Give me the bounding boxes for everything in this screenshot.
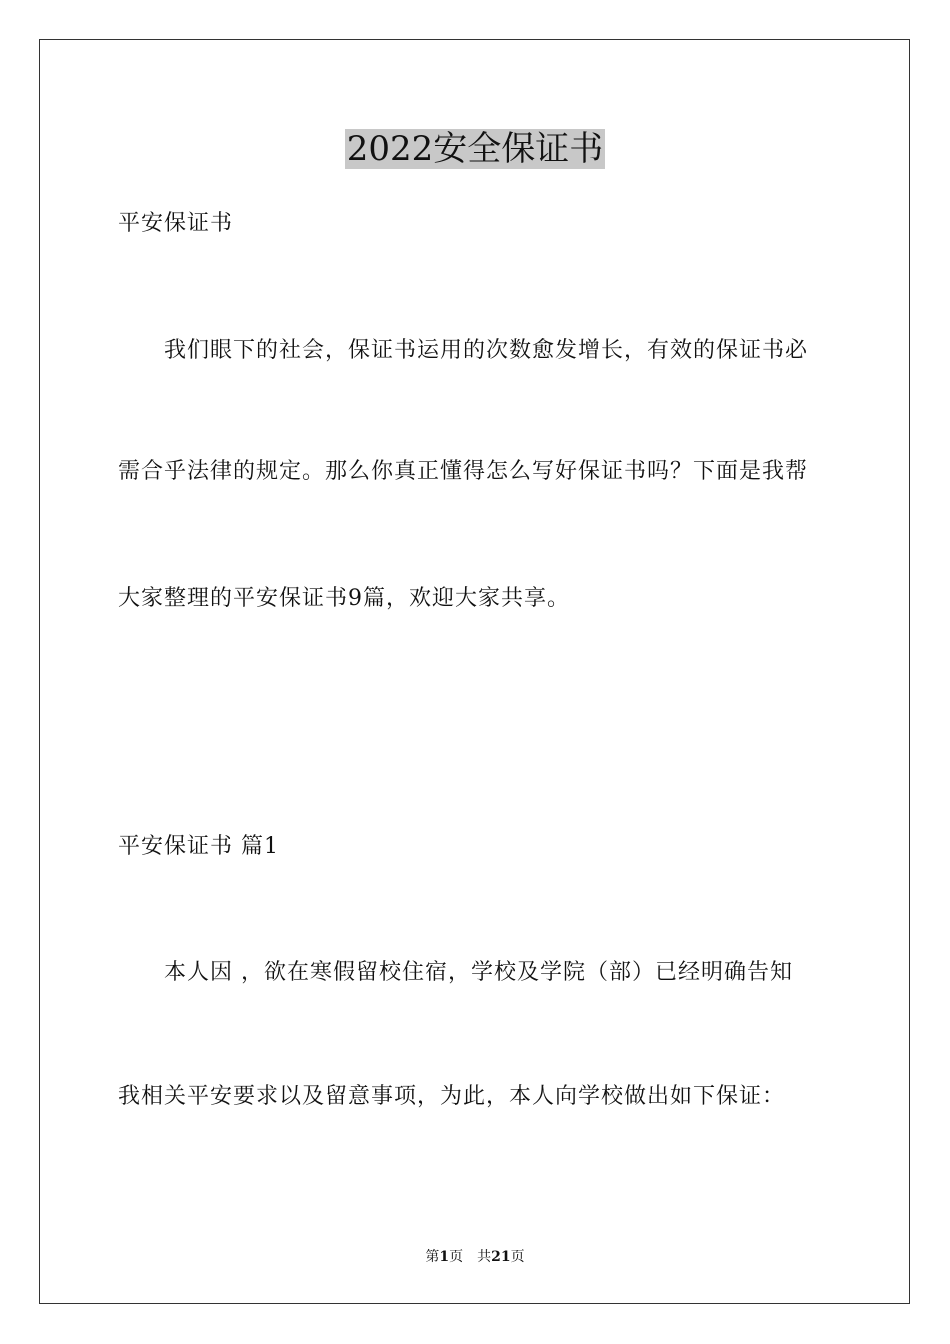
footer-total-suffix: 页 bbox=[510, 1249, 525, 1265]
footer-total-prefix: 共 bbox=[477, 1249, 492, 1265]
section-line-1: 本人因 ，欲在寒假留校住宿，学校及学院（部）已经明确告知 bbox=[164, 960, 793, 985]
page-footer bbox=[0, 1247, 950, 1267]
section-heading: 平安保证书 篇1 bbox=[118, 834, 279, 859]
subtitle: 平安保证书 bbox=[118, 211, 234, 236]
document-title bbox=[0, 126, 950, 172]
footer-page-number: 1 bbox=[439, 1249, 450, 1265]
intro-line-2: 需合乎法律的规定。那么你真正懂得怎么写好保证书吗？下面是我帮 bbox=[118, 459, 809, 484]
intro-line-3: 大家整理的平安保证书9篇，欢迎大家共享。 bbox=[118, 586, 570, 611]
document-title-text: 2022安全保证书 bbox=[346, 129, 604, 169]
footer-total-pages: 21 bbox=[491, 1249, 511, 1265]
footer-page-suffix: 页 bbox=[449, 1249, 464, 1265]
section-line-2: 我相关平安要求以及留意事项，为此，本人向学校做出如下保证： bbox=[118, 1084, 786, 1109]
footer-page-prefix: 第 bbox=[425, 1249, 440, 1265]
intro-line-1: 我们眼下的社会，保证书运用的次数愈发增长，有效的保证书必 bbox=[164, 338, 809, 363]
